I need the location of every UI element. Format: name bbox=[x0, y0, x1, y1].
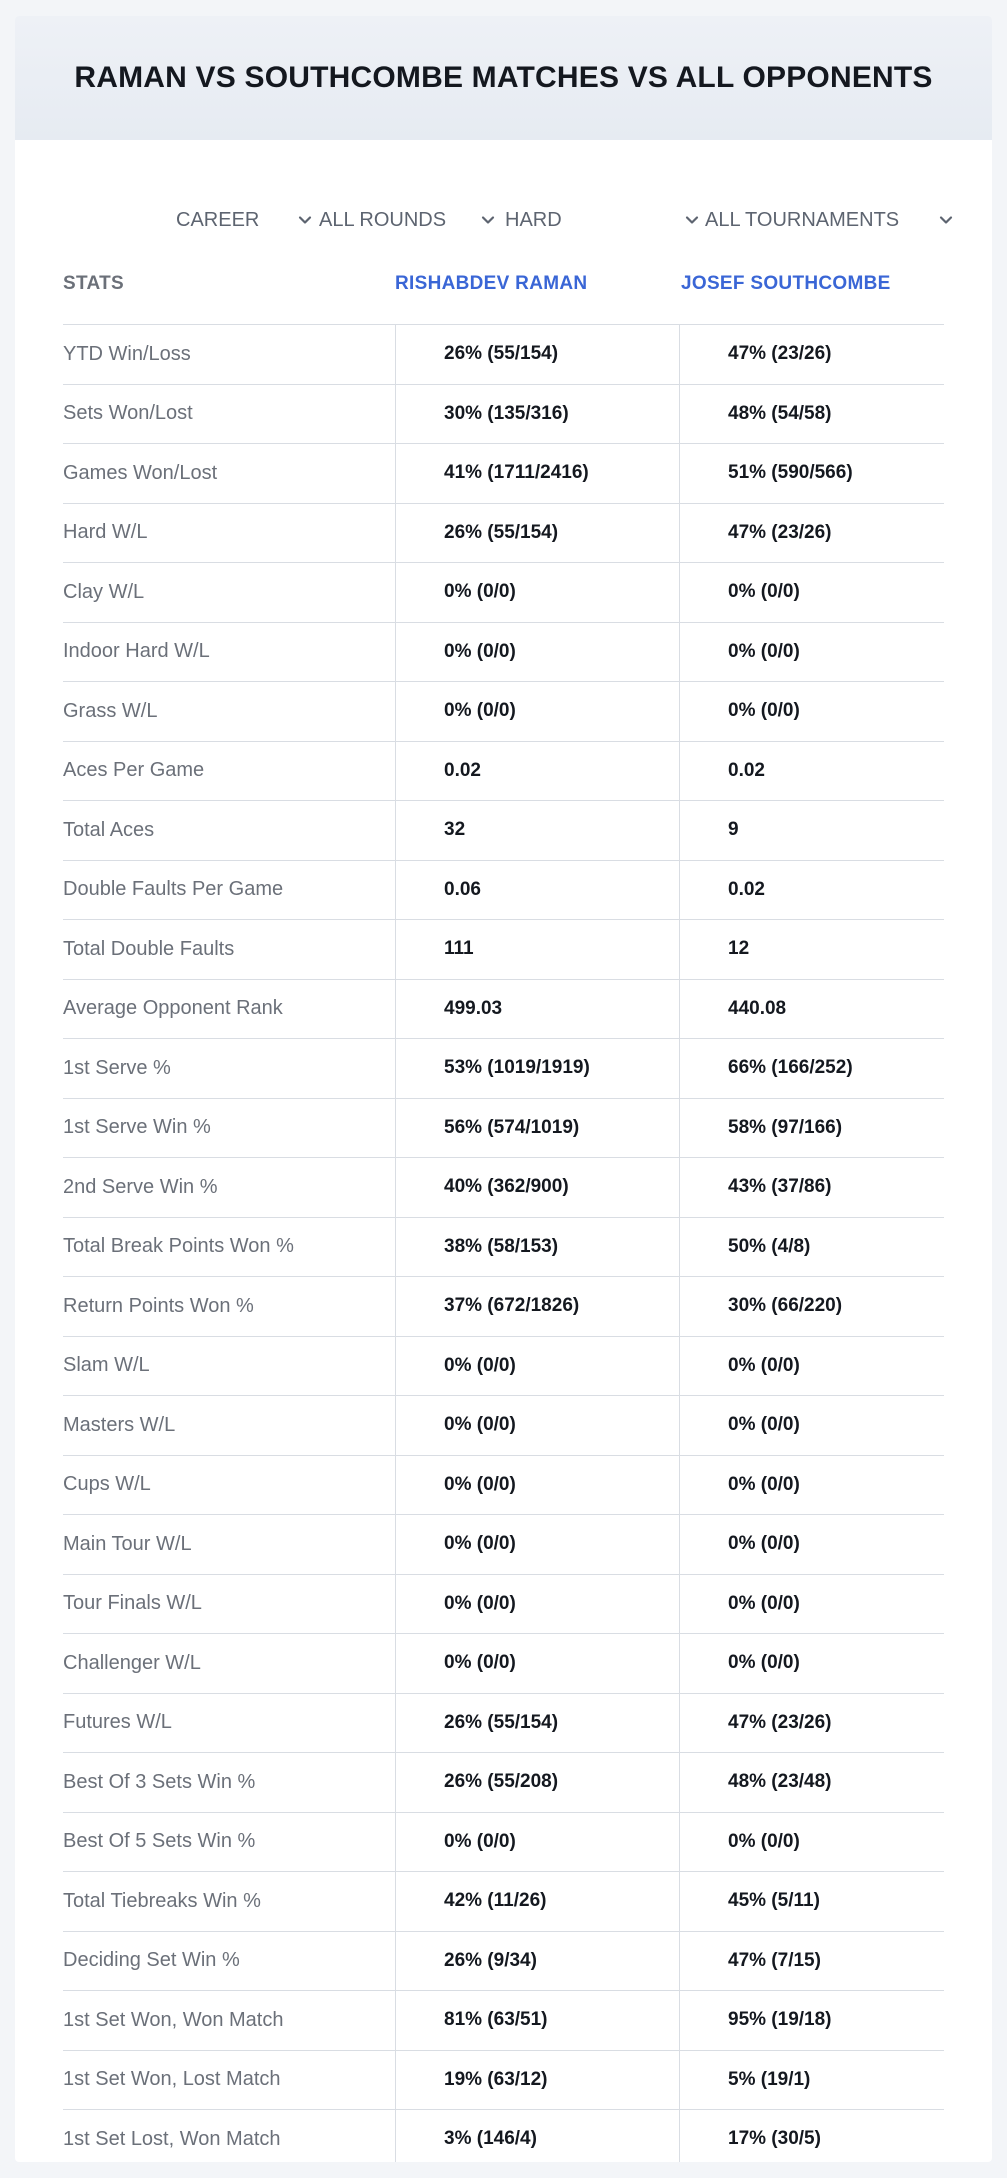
player1-stat-value: 26% (9/34) bbox=[395, 1932, 679, 1991]
rounds-dropdown-label: ALL ROUNDS bbox=[319, 208, 447, 231]
player1-stat-value: 53% (1019/1919) bbox=[395, 1039, 679, 1098]
table-row bbox=[63, 1337, 944, 1397]
stat-label: Clay W/L bbox=[63, 580, 145, 603]
period-dropdown-label: CAREER bbox=[176, 208, 260, 231]
stat-label: Total Double Faults bbox=[63, 937, 235, 960]
player1-stat-value: 42% (11/26) bbox=[395, 1872, 679, 1931]
page-title: RAMAN VS SOUTHCOMBE MATCHES VS ALL OPPONENTS bbox=[74, 61, 933, 94]
player2-stat-value: 48% (54/58) bbox=[679, 385, 944, 444]
player1-stat-value: 26% (55/154) bbox=[395, 325, 679, 384]
stats-card bbox=[15, 16, 992, 2162]
player1-stat-value: 0% (0/0) bbox=[395, 1396, 679, 1455]
surface-dropdown-label: HARD bbox=[505, 208, 562, 231]
stat-label: Total Break Points Won % bbox=[63, 1235, 294, 1258]
player1-stat-value: 26% (55/208) bbox=[395, 1753, 679, 1812]
stat-label: 1st Serve % bbox=[63, 1056, 171, 1079]
player2-stat-value: 12 bbox=[679, 920, 944, 979]
player1-stat-value: 56% (574/1019) bbox=[395, 1099, 679, 1158]
table-row bbox=[63, 1515, 944, 1575]
period-dropdown[interactable] bbox=[176, 194, 316, 246]
player2-stat-value: 0% (0/0) bbox=[679, 1337, 944, 1396]
table-row bbox=[63, 1575, 944, 1635]
chevron-down-icon bbox=[681, 209, 703, 231]
player1-stat-value: 3% (146/4) bbox=[395, 2110, 679, 2162]
stat-label: Total Aces bbox=[63, 818, 155, 841]
player2-stat-value: 0% (0/0) bbox=[679, 1456, 944, 1515]
table-row bbox=[63, 1753, 944, 1813]
table-row bbox=[63, 1634, 944, 1694]
player2-stat-value: 47% (7/15) bbox=[679, 1932, 944, 1991]
stat-label: 1st Set Won, Won Match bbox=[63, 2008, 284, 2031]
player1-stat-value: 0.06 bbox=[395, 861, 679, 920]
stat-label: Grass W/L bbox=[63, 699, 158, 722]
filter-bar bbox=[15, 194, 992, 246]
stat-label: Challenger W/L bbox=[63, 1651, 201, 1674]
player2-stat-value: 50% (4/8) bbox=[679, 1218, 944, 1277]
player2-stat-value: 30% (66/220) bbox=[679, 1277, 944, 1336]
player1-stat-value: 0% (0/0) bbox=[395, 1456, 679, 1515]
stat-label: Games Won/Lost bbox=[63, 461, 218, 484]
player1-stat-value: 499.03 bbox=[395, 980, 679, 1039]
player1-stat-value: 26% (55/154) bbox=[395, 1694, 679, 1753]
table-row bbox=[63, 385, 944, 445]
player1-stat-value: 37% (672/1826) bbox=[395, 1277, 679, 1336]
table-row bbox=[63, 920, 944, 980]
table-row bbox=[63, 1396, 944, 1456]
chevron-down-icon bbox=[294, 209, 316, 231]
table-row bbox=[63, 1218, 944, 1278]
player2-stat-value: 45% (5/11) bbox=[679, 1872, 944, 1931]
tournaments-dropdown-label: ALL TOURNAMENTS bbox=[705, 208, 900, 231]
player1-stat-value: 38% (58/153) bbox=[395, 1218, 679, 1277]
tournaments-dropdown[interactable] bbox=[705, 194, 957, 246]
player2-stat-value: 66% (166/252) bbox=[679, 1039, 944, 1098]
player2-stat-value: 0% (0/0) bbox=[679, 682, 944, 741]
table-row bbox=[63, 1932, 944, 1992]
table-row bbox=[63, 1694, 944, 1754]
table-row bbox=[63, 623, 944, 683]
player1-stat-value: 41% (1711/2416) bbox=[395, 444, 679, 503]
table-row bbox=[63, 1039, 944, 1099]
player2-stat-value: 47% (23/26) bbox=[679, 1694, 944, 1753]
player1-stat-value: 111 bbox=[395, 920, 679, 979]
stat-label: Hard W/L bbox=[63, 521, 148, 544]
stat-label: Total Tiebreaks Win % bbox=[63, 1889, 261, 1912]
player2-stat-value: 0% (0/0) bbox=[679, 563, 944, 622]
player2-stat-value: 47% (23/26) bbox=[679, 504, 944, 563]
player2-stat-value: 9 bbox=[679, 801, 944, 860]
player1-stat-value: 40% (362/900) bbox=[395, 1158, 679, 1217]
player1-stat-value: 0% (0/0) bbox=[395, 1575, 679, 1634]
player1-stat-value: 26% (55/154) bbox=[395, 504, 679, 563]
player1-stat-value: 0% (0/0) bbox=[395, 1337, 679, 1396]
chevron-down-icon bbox=[935, 209, 957, 231]
stat-label: Return Points Won % bbox=[63, 1294, 254, 1317]
table-row bbox=[63, 325, 944, 385]
stat-label: Best Of 5 Sets Win % bbox=[63, 1830, 256, 1853]
table-row bbox=[63, 1991, 944, 2051]
player1-stat-value: 0% (0/0) bbox=[395, 1634, 679, 1693]
stat-label: Tour Finals W/L bbox=[63, 1592, 202, 1615]
table-row bbox=[63, 682, 944, 742]
stat-label: 2nd Serve Win % bbox=[63, 1175, 218, 1198]
stat-label: Cups W/L bbox=[63, 1473, 151, 1496]
surface-dropdown[interactable] bbox=[505, 194, 703, 246]
chevron-down-icon bbox=[477, 209, 499, 231]
player1-stat-value: 0.02 bbox=[395, 742, 679, 801]
page-header bbox=[15, 16, 992, 140]
player1-stat-value: 0% (0/0) bbox=[395, 682, 679, 741]
player2-stat-value: 95% (19/18) bbox=[679, 1991, 944, 2050]
table-row bbox=[63, 1456, 944, 1516]
table-row bbox=[63, 2110, 944, 2162]
player2-stat-value: 0% (0/0) bbox=[679, 1813, 944, 1872]
stat-label: Masters W/L bbox=[63, 1413, 176, 1436]
player2-stat-value: 48% (23/48) bbox=[679, 1753, 944, 1812]
table-row bbox=[63, 563, 944, 623]
stat-label: YTD Win/Loss bbox=[63, 342, 191, 365]
player1-name-link[interactable]: RISHABDEV RAMAN bbox=[395, 273, 588, 294]
player2-stat-value: 47% (23/26) bbox=[679, 325, 944, 384]
player2-stat-value: 0.02 bbox=[679, 861, 944, 920]
table-body bbox=[63, 325, 944, 2162]
player2-stat-value: 51% (590/566) bbox=[679, 444, 944, 503]
player2-name-link[interactable]: JOSEF SOUTHCOMBE bbox=[681, 273, 891, 294]
table-row bbox=[63, 1872, 944, 1932]
stats-column-header: STATS bbox=[63, 273, 124, 294]
table-row bbox=[63, 1099, 944, 1159]
stat-label: Average Opponent Rank bbox=[63, 997, 283, 1020]
player2-stat-value: 440.08 bbox=[679, 980, 944, 1039]
table-row bbox=[63, 742, 944, 802]
player1-stat-value: 19% (63/12) bbox=[395, 2051, 679, 2110]
player1-stat-value: 0% (0/0) bbox=[395, 623, 679, 682]
table-row bbox=[63, 504, 944, 564]
table-row bbox=[63, 861, 944, 921]
table-row bbox=[63, 801, 944, 861]
player1-stat-value: 0% (0/0) bbox=[395, 1515, 679, 1574]
stat-label: Sets Won/Lost bbox=[63, 402, 193, 425]
player1-stat-value: 0% (0/0) bbox=[395, 563, 679, 622]
stat-label: 1st Set Won, Lost Match bbox=[63, 2068, 281, 2091]
player2-stat-value: 0.02 bbox=[679, 742, 944, 801]
stat-label: Main Tour W/L bbox=[63, 1532, 192, 1555]
stat-label: Best Of 3 Sets Win % bbox=[63, 1770, 256, 1793]
player1-stat-value: 30% (135/316) bbox=[395, 385, 679, 444]
player2-stat-value: 0% (0/0) bbox=[679, 1575, 944, 1634]
player2-stat-value: 58% (97/166) bbox=[679, 1099, 944, 1158]
player2-stat-value: 43% (37/86) bbox=[679, 1158, 944, 1217]
stat-label: Double Faults Per Game bbox=[63, 878, 284, 901]
table-row bbox=[63, 2051, 944, 2111]
table-row bbox=[63, 1813, 944, 1873]
player2-stat-value: 0% (0/0) bbox=[679, 1515, 944, 1574]
player1-stat-value: 32 bbox=[395, 801, 679, 860]
player2-stat-value: 17% (30/5) bbox=[679, 2110, 944, 2162]
stat-label: Deciding Set Win % bbox=[63, 1949, 240, 1972]
table-row bbox=[63, 1277, 944, 1337]
stat-label: Slam W/L bbox=[63, 1354, 150, 1377]
rounds-dropdown[interactable] bbox=[319, 194, 499, 246]
table-row bbox=[63, 1158, 944, 1218]
stat-label: Aces Per Game bbox=[63, 759, 205, 782]
table-header bbox=[63, 254, 944, 325]
player1-stat-value: 0% (0/0) bbox=[395, 1813, 679, 1872]
player2-stat-value: 0% (0/0) bbox=[679, 1396, 944, 1455]
player2-stat-value: 5% (19/1) bbox=[679, 2051, 944, 2110]
stat-label: Indoor Hard W/L bbox=[63, 640, 210, 663]
table-row bbox=[63, 444, 944, 504]
player1-stat-value: 81% (63/51) bbox=[395, 1991, 679, 2050]
stats-table bbox=[63, 254, 944, 2162]
player2-stat-value: 0% (0/0) bbox=[679, 623, 944, 682]
player2-stat-value: 0% (0/0) bbox=[679, 1634, 944, 1693]
stat-label: Futures W/L bbox=[63, 1711, 172, 1734]
table-row bbox=[63, 980, 944, 1040]
stat-label: 1st Serve Win % bbox=[63, 1116, 211, 1139]
stat-label: 1st Set Lost, Won Match bbox=[63, 2127, 281, 2150]
